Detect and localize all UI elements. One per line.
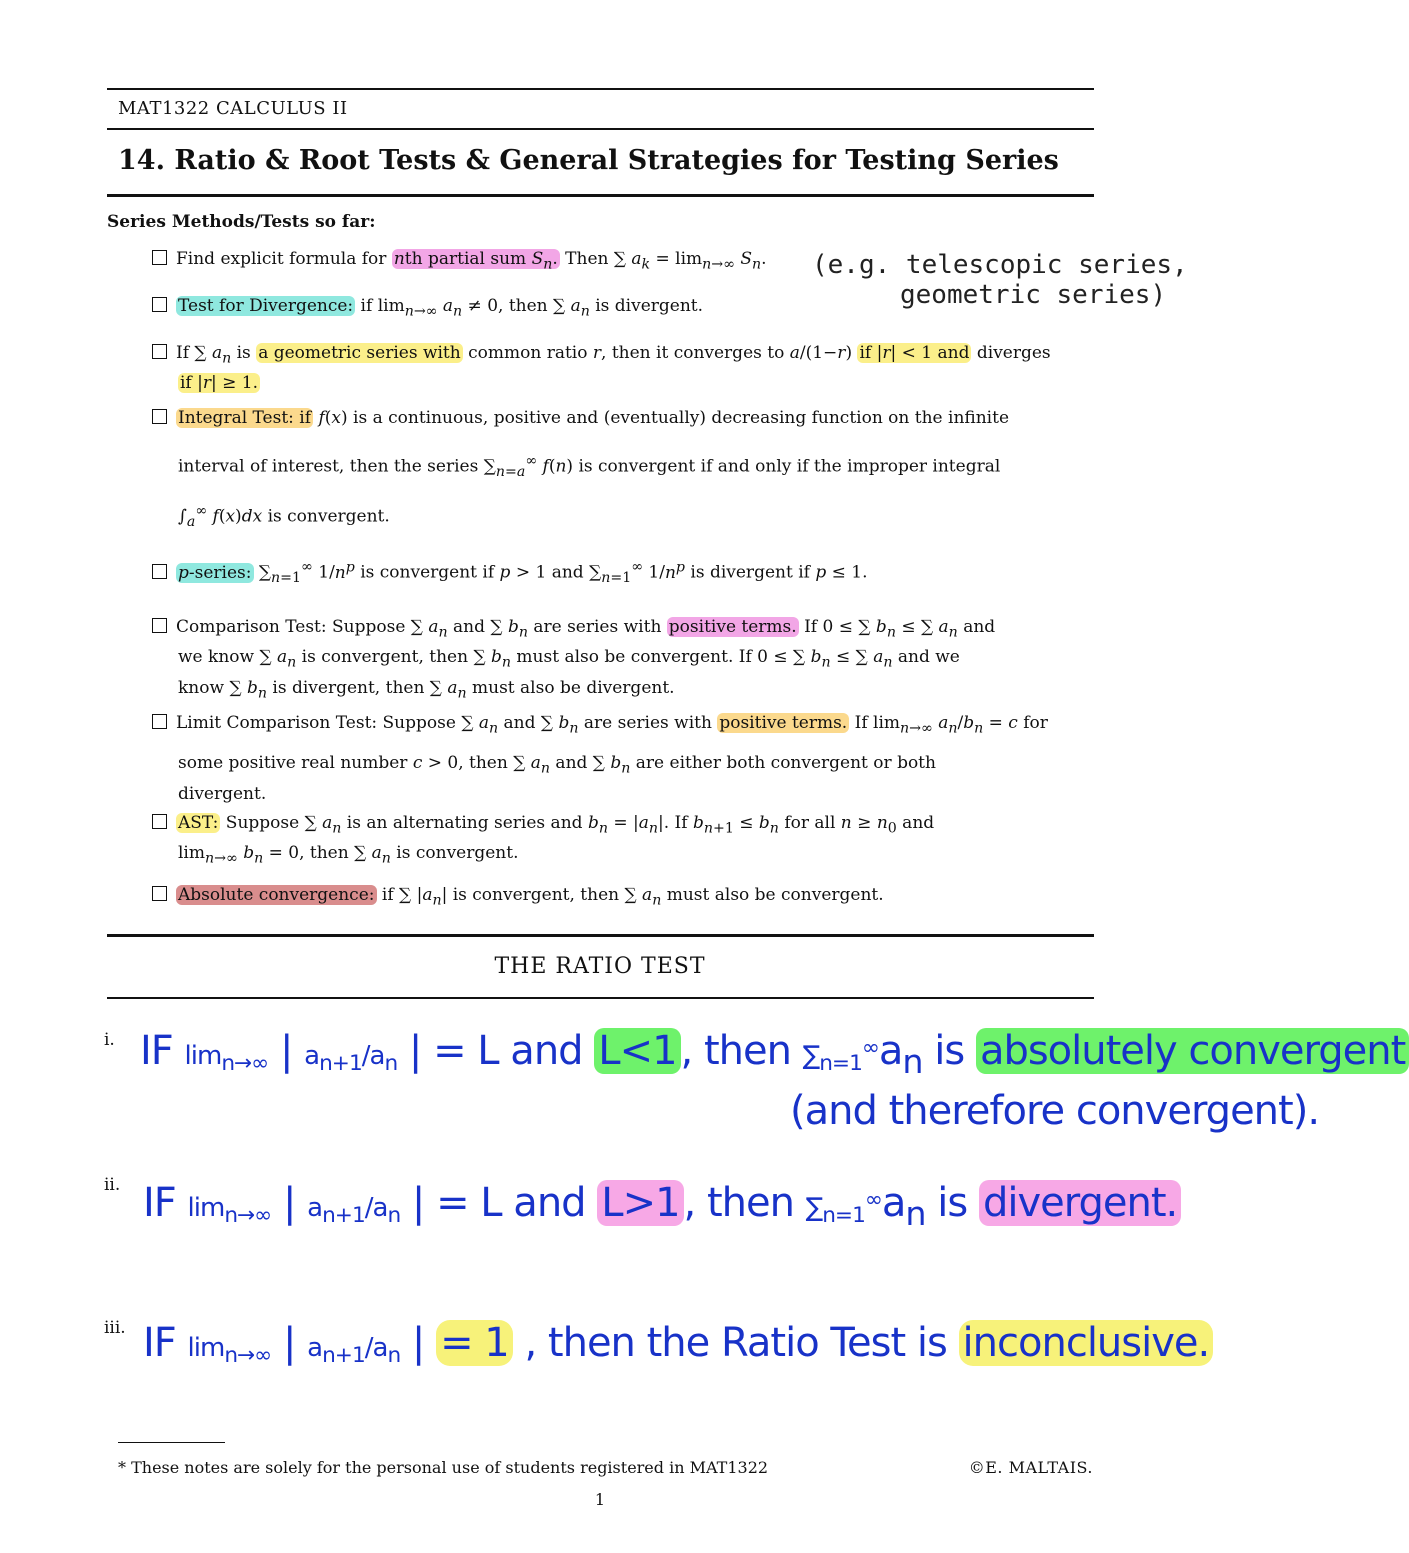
ratio-case-3: IF $\lim_{n\to\infty}$ | $a_{n+1}/a_n$ | = 1 , then the Ratio Test is inconclusive.: [143, 1320, 1213, 1368]
course-header: MAT1322 CALCULUS II: [118, 98, 348, 119]
ratio-case-1-cont: (and therefore convergent).: [790, 1088, 1320, 1134]
method-item-comparison: Comparison Test: Suppose ∑ $a_n$ and ∑ $b_n$ are series with positive terms. If 0 ≤ ∑ $b_n$ ≤ ∑ $a_n$ and we know ∑ $a_n$ is convergent, then ∑ $b_n$ must also be convergent. If 0 ≤ ∑ $b_n$ ≤ ∑ $a_n$ and we know ∑ $b_n$ is divergent, then ∑ $a_n$ must also be divergent.: [152, 615, 1097, 706]
methods-heading: Series Methods/Tests so far:: [107, 212, 376, 232]
ratio-case-1: IF $\lim_{n\to\infty}$ | $a_{n+1}/a_n$ | = L and L<1 , then $\sum_{n=1}^\infty a_n$ is absolutely convergent: [140, 1028, 1409, 1081]
handwritten-note-2: geometric series): [900, 280, 1167, 310]
method-item-ast: AST: Suppose ∑ $a_n$ is an alternating series and $b_n = |a_n|$. If $b_{n+1} \le b_n$ for all $n \ge n_0$ and $\lim_{n\to\infty} b_n = 0$, then ∑ $a_n$ is convergent.: [152, 811, 1097, 872]
case-number: i.: [104, 1030, 115, 1050]
checkbox-icon: [152, 250, 167, 265]
checkbox-icon: [152, 886, 167, 901]
method-item-geometric: If ∑ $a_n$ is a geometric series with common ratio r, then it converges to a/(1−r) if |r| < 1 and diverges if |r| ≥ 1.: [152, 341, 1097, 396]
author-credit: ©E. MALTAIS.: [968, 1458, 1093, 1477]
checkbox-icon: [152, 814, 167, 829]
method-item-partial-sum: Find explicit formula for nth partial sum $S_n$. Then ∑ $a_k = \lim_{n\to\infty} S_n$.: [152, 247, 1097, 277]
top-rule: [107, 88, 1094, 90]
case-number: iii.: [104, 1318, 126, 1338]
method-item-limit-comparison: Limit Comparison Test: Suppose ∑ $a_n$ and ∑ $b_n$ are series with positive terms. If $\lim_{n\to\infty} a_n/b_n = c$ for some positive real number c > 0, then ∑ $a_n$ and ∑ $b_n$ are either both convergent or both divergent.: [152, 711, 1097, 807]
title-rule: [107, 194, 1094, 197]
checkbox-icon: [152, 714, 167, 729]
section-rule-top: [107, 934, 1094, 937]
method-item-p-series: p-series: $\sum_{n=1}^\infty$ $1/n^p$ is convergent if p > 1 and $\sum_{n=1}^\infty$ $1/n^p$ is divergent if p ≤ 1.: [152, 555, 1097, 591]
checkbox-icon: [152, 344, 167, 359]
method-item-divergence: Test for Divergence: if $\lim_{n\to\infty} a_n \ne 0$, then ∑ $a_n$ is divergent.: [152, 294, 1097, 324]
page-title: 14. Ratio & Root Tests & General Strategies for Testing Series: [118, 145, 1059, 176]
footnote: * These notes are solely for the personal use of students registered in MAT1322: [118, 1458, 769, 1477]
checkbox-icon: [152, 618, 167, 633]
checkbox-icon: [152, 564, 167, 579]
page-number: 1: [594, 1490, 606, 1509]
header-rule: [107, 128, 1094, 130]
checkbox-icon: [152, 409, 167, 424]
method-item-integral: Integral Test: if f(x) is a continuous, positive and (eventually) decreasing function on the infinite interval of interest, then the series $\sum_{n=a}^\infty$ f(n) is convergent if and only if the improper integral $\int_a^\infty$ f(x)dx is convergent.: [152, 406, 1097, 535]
ratio-test-heading: THE RATIO TEST: [494, 954, 706, 979]
method-item-absolute: Absolute convergence: if ∑ $|a_n|$ is convergent, then ∑ $a_n$ must also be convergent.: [152, 883, 1097, 913]
handwritten-note-1: (e.g. telescopic series,: [812, 250, 1188, 280]
section-rule-bottom: [107, 997, 1094, 999]
footnote-rule: [118, 1442, 225, 1443]
checkbox-icon: [152, 297, 167, 312]
case-number: ii.: [104, 1175, 121, 1195]
ratio-case-2: IF $\lim_{n\to\infty}$ | $a_{n+1}/a_n$ | = L and L>1 , then $\sum_{n=1}^\infty a_n$ is divergent.: [143, 1180, 1181, 1233]
